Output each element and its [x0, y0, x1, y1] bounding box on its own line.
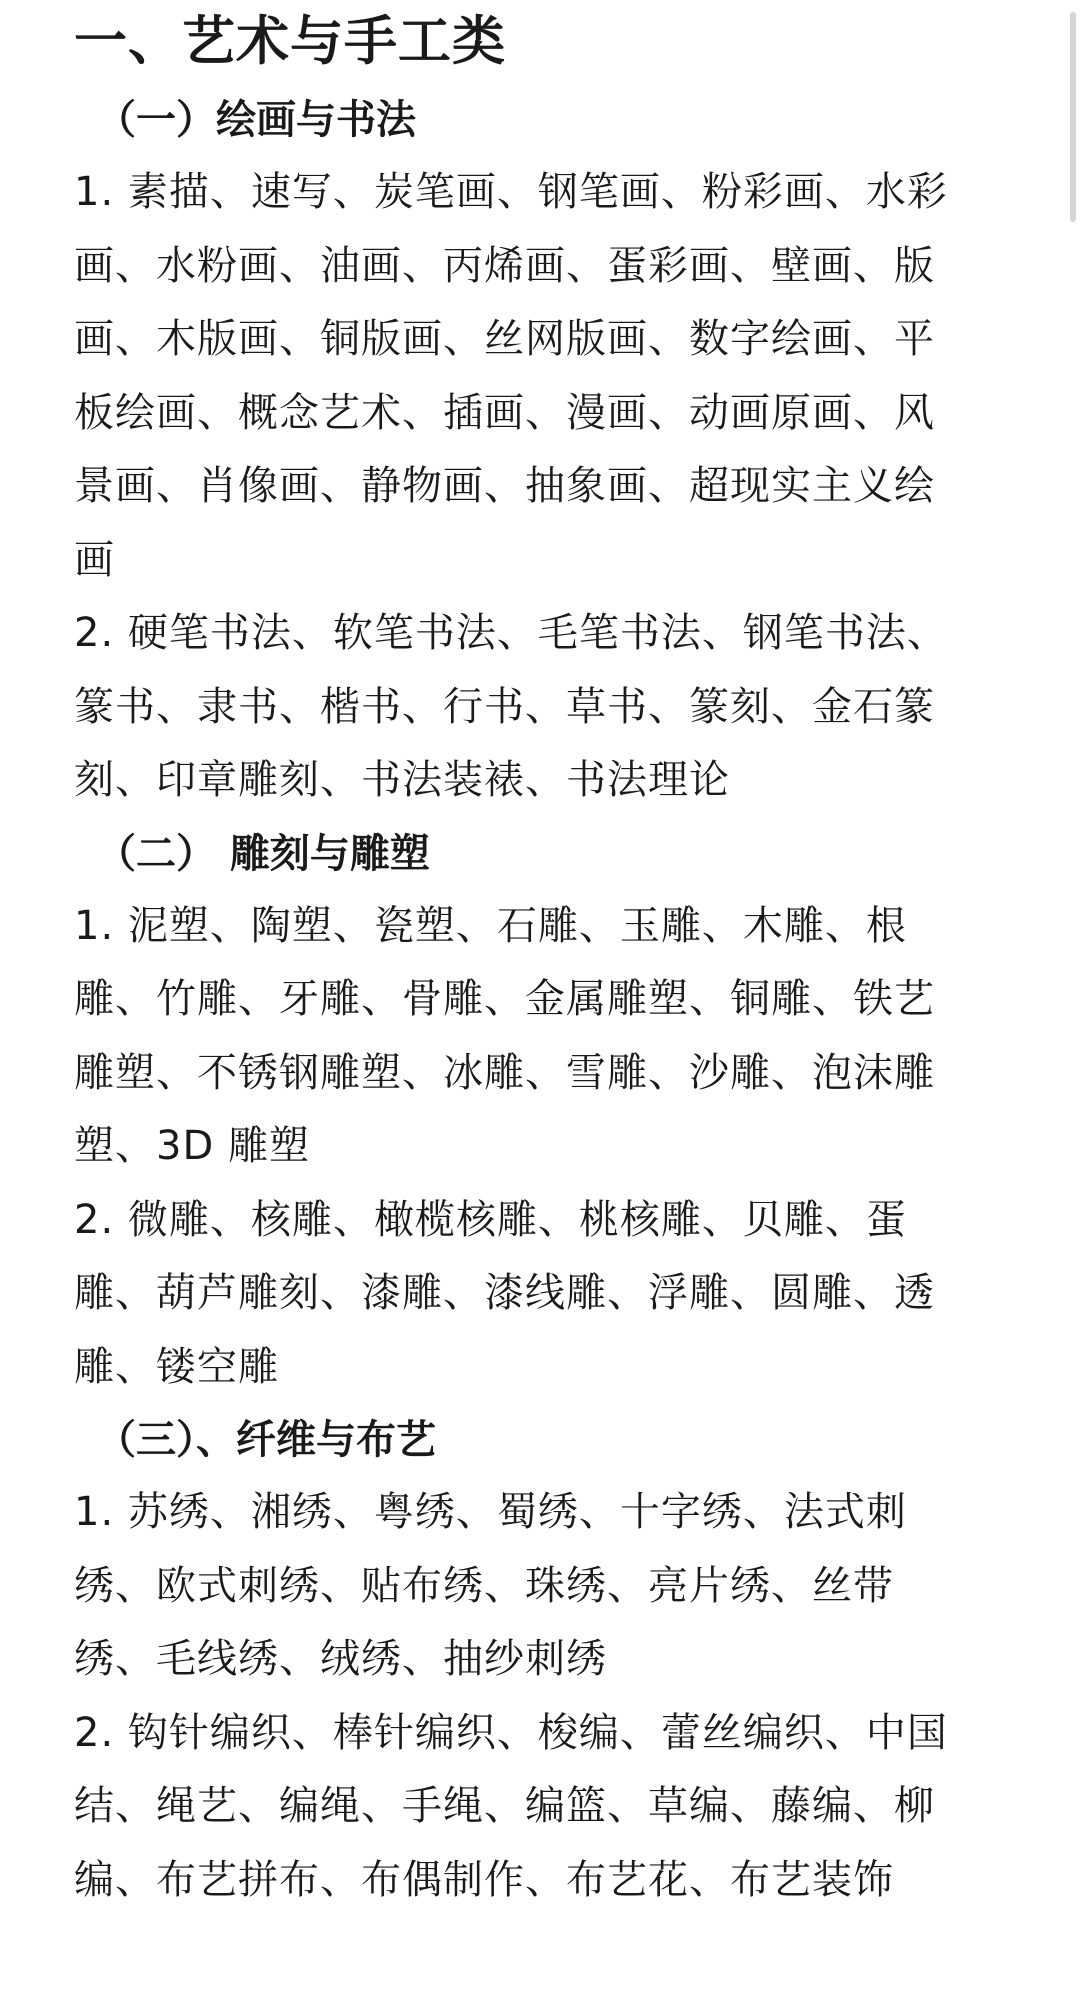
section-heading: （二） 雕刻与雕塑 [96, 830, 430, 877]
list-item: 2. 钩针编织、棒针编织、梭编、蕾丝编织、中国结、绳艺、编绳、手绳、编篮、草编、藤编、柳编、布艺拼布、布偶制作、布艺花、布艺装饰 [74, 1709, 948, 1903]
section-heading: （三）、纤维与布艺 [96, 1417, 436, 1463]
list-item: 1. 泥塑、陶塑、瓷塑、石雕、玉雕、木雕、根雕、竹雕、牙雕、骨雕、金属雕塑、铜雕、铁艺雕塑、不锈钢雕塑、冰雕、雪雕、沙雕、泡沫雕塑、3D 雕塑 [74, 902, 935, 1169]
scrollbar[interactable] [1070, 12, 1076, 222]
page-title: 一、艺术与手工类 [74, 11, 506, 72]
section-heading: （一）绘画与书法 [96, 97, 416, 143]
list-item: 2. 微雕、核雕、橄榄核雕、桃核雕、贝雕、蛋雕、葫芦雕刻、漆雕、漆线雕、浮雕、圆雕、透雕、镂空雕 [74, 1196, 935, 1390]
list-item: 1. 素描、速写、炭笔画、钢笔画、粉彩画、水彩画、水粉画、油画、丙烯画、蛋彩画、壁画、版画、木版画、铜版画、丝网版画、数字绘画、平板绘画、概念艺术、插画、漫画、动画原画、风景画、肖像画、静物画、抽象画、超现实主义绘画 [74, 169, 948, 583]
document-body [74, 0, 974, 1917]
list-item: 1. 苏绣、湘绣、粤绣、蜀绣、十字绣、法式刺绣、欧式刺绣、贴布绣、珠绣、亮片绣、丝带绣、毛线绣、绒绣、抽纱刺绣 [74, 1489, 907, 1682]
list-item: 2. 硬笔书法、软笔书法、毛笔书法、钢笔书法、篆书、隶书、楷书、行书、草书、篆刻、金石篆刻、印章雕刻、书法装裱、书法理论 [74, 610, 948, 803]
